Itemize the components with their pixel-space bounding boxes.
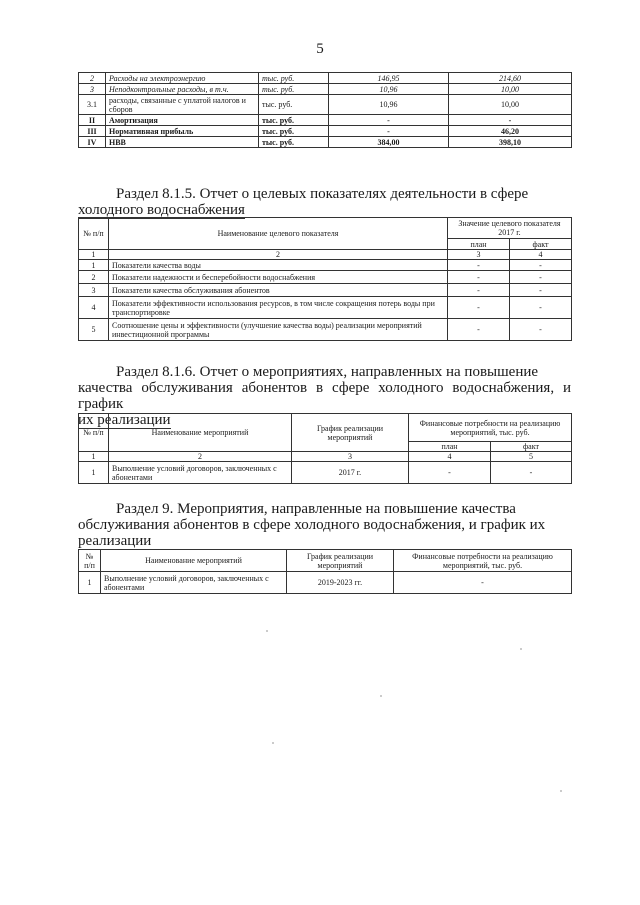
table-row xyxy=(79,95,572,115)
row-value-2: - xyxy=(449,115,572,126)
col-plan-header: план xyxy=(448,239,510,250)
row-plan: - xyxy=(448,271,510,284)
table-row xyxy=(79,319,572,341)
scan-speck xyxy=(272,742,274,744)
col-indicator-name-header: Наименование целевого показателя xyxy=(109,218,448,250)
measures-report-table xyxy=(78,413,572,484)
col-fact-header: факт xyxy=(491,442,572,452)
row-value-1: 10,96 xyxy=(329,95,449,115)
row-fact: - xyxy=(510,284,572,297)
row-plan: - xyxy=(448,260,510,271)
row-value-2: 398,10 xyxy=(449,137,572,148)
row-value-1: - xyxy=(329,115,449,126)
table-row xyxy=(79,297,572,319)
row-no: 3 xyxy=(79,284,109,297)
row-plan: - xyxy=(448,297,510,319)
section-9-heading xyxy=(78,501,571,549)
row-name: расходы, связанные с уплатой налогов и сборов xyxy=(106,95,259,115)
row-name: Нормативная прибыль xyxy=(106,126,259,137)
section-815-heading-line2: холодного водоснабжения xyxy=(78,202,245,218)
table-row xyxy=(79,73,572,84)
section-815-heading xyxy=(78,186,571,218)
col-no-header: № п/п xyxy=(79,414,109,452)
row-no: 2 xyxy=(79,73,106,84)
num-cell: 2 xyxy=(109,452,292,462)
row-value-2: 10,00 xyxy=(449,84,572,95)
row-no: 1 xyxy=(79,572,101,594)
row-unit: тыс. руб. xyxy=(259,115,329,126)
row-name: НВВ xyxy=(106,137,259,148)
scan-speck xyxy=(520,648,522,650)
table-row xyxy=(79,572,572,594)
row-no: 2 xyxy=(79,271,109,284)
section-816-heading-line2: качества обслуживания абонентов в сфере холодного водоснабжения, и график xyxy=(78,380,571,412)
row-plan: - xyxy=(448,284,510,297)
col-schedule-header: График реализации мероприятий xyxy=(287,550,394,572)
col-schedule-header: График реализации мероприятий xyxy=(292,414,409,452)
num-cell: 4 xyxy=(409,452,491,462)
section-9-heading-line3: реализации xyxy=(78,533,152,549)
row-no: III xyxy=(79,126,106,137)
row-no: 5 xyxy=(79,319,109,341)
num-cell: 4 xyxy=(510,250,572,260)
col-no-header: № п/п xyxy=(79,550,101,572)
col-measure-name-header: Наименование мероприятий xyxy=(109,414,292,452)
section-816-heading-line1: Раздел 8.1.6. Отчет о мероприятиях, направленных на повышение xyxy=(116,364,539,380)
table-row xyxy=(79,462,572,484)
scan-speck xyxy=(560,790,562,792)
table-row xyxy=(79,115,572,126)
row-value-1: 10,96 xyxy=(329,84,449,95)
target-indicators-table xyxy=(78,217,572,341)
num-cell: 5 xyxy=(491,452,572,462)
row-unit: тыс. руб. xyxy=(259,126,329,137)
row-name: Амортизация xyxy=(106,115,259,126)
row-schedule: 2019-2023 гг. xyxy=(287,572,394,594)
row-name: Показатели качества воды xyxy=(109,260,448,271)
section-9-heading-line1: Раздел 9. Мероприятия, направленные на повышение качества xyxy=(116,501,516,517)
col-finance-header: Финансовые потребности на реализацию мероприятий, тыс. руб. xyxy=(394,550,572,572)
row-no: IV xyxy=(79,137,106,148)
row-value-2: 214,60 xyxy=(449,73,572,84)
table-row xyxy=(79,284,572,297)
num-cell: 1 xyxy=(79,452,109,462)
table-row xyxy=(79,260,572,271)
section-9-heading-line2: обслуживания абонентов в сфере холодного водоснабжения, и график их xyxy=(78,517,546,533)
table-row xyxy=(79,271,572,284)
row-unit: тыс. руб. xyxy=(259,73,329,84)
row-fact: - xyxy=(510,271,572,284)
scan-speck xyxy=(380,695,382,697)
row-fact: - xyxy=(510,260,572,271)
col-finance-header: Финансовые потребности на реализацию мероприятий, тыс. руб. xyxy=(409,414,572,442)
row-name: Выполнение условий договоров, заключенных с абонентами xyxy=(101,572,287,594)
row-value-2: 10,00 xyxy=(449,95,572,115)
col-value-header: Значение целевого показателя 2017 г. xyxy=(448,218,572,239)
row-value-1: 384,00 xyxy=(329,137,449,148)
row-name: Неподконтрольные расходы, в т.ч. xyxy=(106,84,259,95)
row-unit: тыс. руб. xyxy=(259,84,329,95)
row-no: 1 xyxy=(79,260,109,271)
financial-table xyxy=(78,72,572,148)
col-plan-header: план xyxy=(409,442,491,452)
row-name: Показатели надежности и бесперебойности водоснабжения xyxy=(109,271,448,284)
row-no: II xyxy=(79,115,106,126)
row-fact: - xyxy=(510,297,572,319)
section-815-heading-line1: Раздел 8.1.5. Отчет о целевых показателях деятельности в сфере xyxy=(116,186,529,202)
row-unit: тыс. руб. xyxy=(259,95,329,115)
row-name: Соотношение цены и эффективности (улучшение качества воды) реализации мероприятий инвестиционной программы xyxy=(109,319,448,341)
num-cell: 3 xyxy=(292,452,409,462)
num-cell: 2 xyxy=(109,250,448,260)
col-no-header: № п/п xyxy=(79,218,109,250)
section-816-heading-line3: их реализации xyxy=(78,412,171,428)
row-no: 3.1 xyxy=(79,95,106,115)
measures-plan-table xyxy=(78,549,572,594)
row-name: Расходы на электроэнергию xyxy=(106,73,259,84)
scan-speck xyxy=(266,630,268,632)
col-fact-header: факт xyxy=(510,239,572,250)
num-cell: 1 xyxy=(79,250,109,260)
col-measure-name-header: Наименование мероприятий xyxy=(101,550,287,572)
row-schedule: 2017 г. xyxy=(292,462,409,484)
row-value-1: - xyxy=(329,126,449,137)
row-no: 3 xyxy=(79,84,106,95)
row-no: 4 xyxy=(79,297,109,319)
page-number: 5 xyxy=(316,41,324,57)
row-unit: тыс. руб. xyxy=(259,137,329,148)
row-value-1: 146,95 xyxy=(329,73,449,84)
row-value-2: 46,20 xyxy=(449,126,572,137)
row-fact: - xyxy=(510,319,572,341)
row-plan: - xyxy=(409,462,491,484)
row-name: Показатели качества обслуживания абонентов xyxy=(109,284,448,297)
row-finance: - xyxy=(394,572,572,594)
row-plan: - xyxy=(448,319,510,341)
table-row xyxy=(79,84,572,95)
row-no: 1 xyxy=(79,462,109,484)
table-row xyxy=(79,126,572,137)
row-name: Показатели эффективности использования ресурсов, в том числе сокращения потерь воды при транспортировке xyxy=(109,297,448,319)
num-cell: 3 xyxy=(448,250,510,260)
row-fact: - xyxy=(491,462,572,484)
row-name: Выполнение условий договоров, заключенных с абонентами xyxy=(109,462,292,484)
table-row xyxy=(79,137,572,148)
